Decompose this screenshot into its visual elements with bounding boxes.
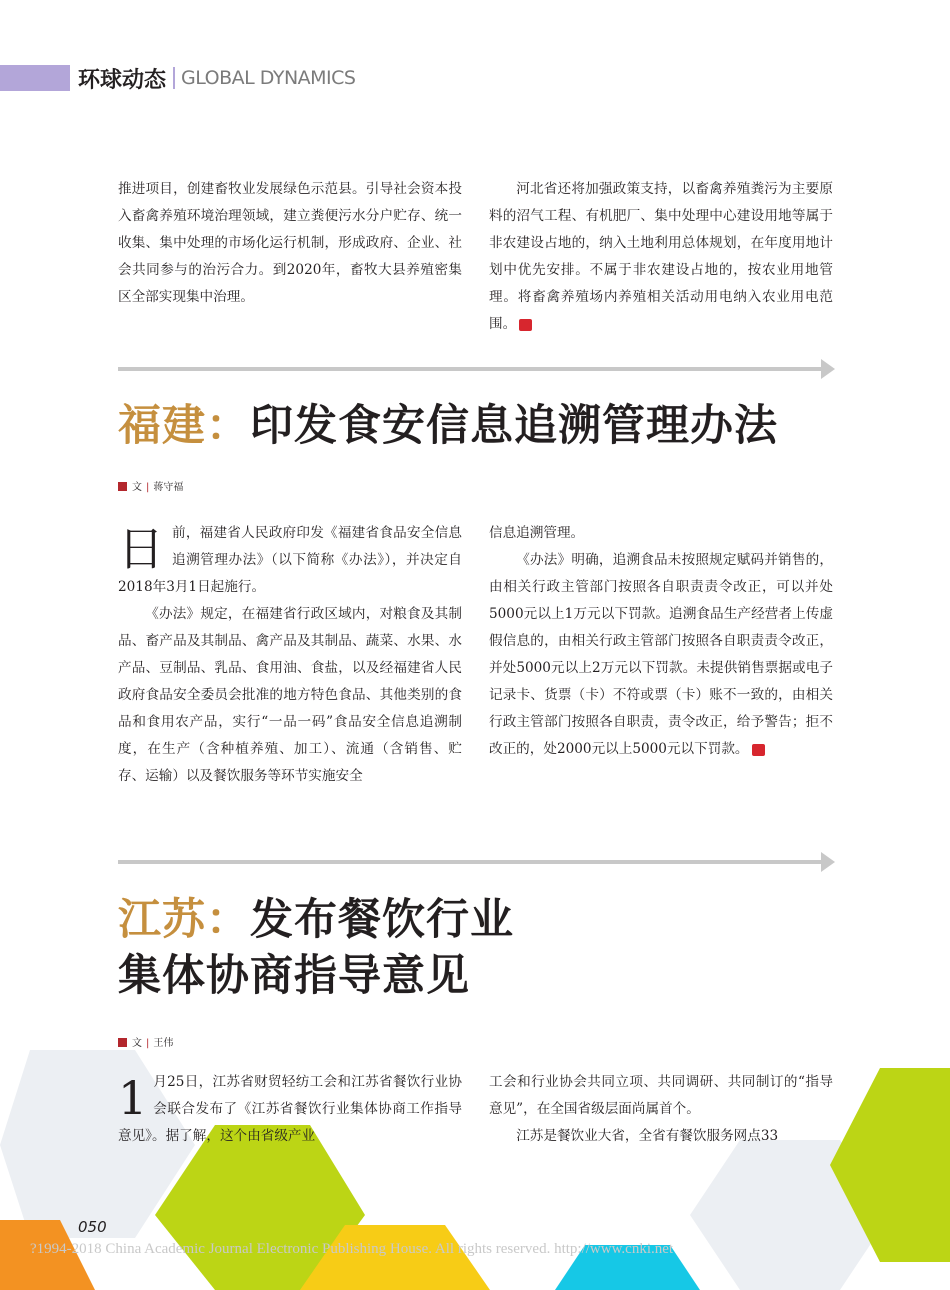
- page-number: 050: [78, 1218, 107, 1236]
- section-divider: [173, 67, 175, 89]
- paragraph: [118, 1069, 462, 1150]
- end-mark-icon: ď: [752, 744, 765, 756]
- section-title: 环球动态: [78, 68, 167, 93]
- article-continuation-right: [489, 176, 833, 338]
- byline-label: 文: [132, 1038, 142, 1049]
- article-column-right: [489, 520, 833, 763]
- paragraph: 江苏是餐饮业大省，全省有餐饮服务网点33: [516, 1128, 779, 1144]
- paragraph: 《办法》规定，在福建省行政区域内，对粮食及其制品、畜产品及其制品、禽产品及其制品、蔬菜、水果、水产品、豆制品、乳品、食用油、食盐，以及经福建省人民政府食品安全委员会批准的地方特色食品、其他类别的食品和食用农产品，实行“一品一码”食品安全信息追溯制度，在生产（含种植养殖、加工）、流通（含销售、贮存、运输）以及餐饮服务等环节实施安全: [118, 606, 462, 784]
- article-continuation-left: [118, 176, 462, 311]
- byline: [118, 478, 183, 493]
- byline-square-icon: [118, 482, 127, 491]
- section-arrow-divider: [118, 367, 825, 371]
- paragraph: 信息追溯管理。: [489, 525, 585, 541]
- headline-line-1: [118, 892, 514, 948]
- paragraph: [489, 176, 833, 338]
- drop-cap: 日: [118, 522, 164, 576]
- paragraph: [118, 520, 462, 601]
- headline-line-2: 集体协商指导意见: [118, 951, 470, 1001]
- paragraph: 工会和行业协会共同立项、共同调研、共同制订的“指导意见”，在全国省级层面尚属首个。: [489, 1074, 833, 1117]
- end-mark-icon: ď: [519, 319, 532, 331]
- copyright-watermark: ?1994-2018 China Academic Journal Electronic Publishing House. All rights reserved. http://www.cnki.net: [30, 1241, 674, 1257]
- section-title-english: GLOBAL DYNAMICS: [181, 67, 356, 89]
- byline-divider: |: [146, 1038, 150, 1049]
- article-column-left: [118, 520, 462, 790]
- headline-region: 江苏：: [118, 895, 250, 945]
- paragraph-text: 《办法》明确，追溯食品未按照规定赋码并销售的，由相关行政主管部门按照各自职责责令改正，可以并处5000元以上1万元以下罚款。追溯食品生产经营者上传虚假信息的，由相关行政主管部门按照各自职责责令改正，并处5000元以上2万元以下罚款。未提供销售票据或电子记录卡、货票（卡）不符或票（卡）账不一致的，由相关行政主管部门按照各自职责，责令改正，给予警告；拒不改正的，处2000元以上5000元以下罚款。: [489, 552, 833, 757]
- drop-cap: 1: [118, 1071, 148, 1125]
- article-headline-jiangsu: [118, 892, 514, 1004]
- byline-divider: |: [146, 482, 150, 493]
- byline-square-icon: [118, 1038, 127, 1047]
- article-headline-fujian: [118, 398, 778, 454]
- section-arrow-divider: [118, 860, 825, 864]
- paragraph: 推进项目，创建畜牧业发展绿色示范县。引导社会资本投入畜禽养殖环境治理领域，建立粪便污水分户贮存、统一收集、集中处理的市场化运行机制，形成政府、企业、社会共同参与的治污合力。到2020年，畜牧大县养殖密集区全部实现集中治理。: [118, 181, 462, 305]
- paragraph: [489, 547, 833, 763]
- article-column-right: [489, 1069, 833, 1150]
- section-color-bar: [0, 65, 70, 91]
- byline: [118, 1034, 173, 1049]
- article-column-left: [118, 1069, 462, 1150]
- byline-author: 蒋守福: [153, 482, 184, 493]
- paragraph-text: 河北省还将加强政策支持，以畜禽养殖粪污为主要原料的沼气工程、有机肥厂、集中处理中心建设用地等属于非农建设占地的，纳入土地利用总体规划，在年度用地计划中优先安排。不属于非农建设占地的，按农业用地管理。将畜禽养殖场内养殖相关活动用电纳入农业用电范围。: [489, 181, 833, 332]
- headline-title: 印发食安信息追溯管理办法: [250, 401, 778, 451]
- headline-region: 福建：: [118, 401, 250, 451]
- paragraph-text: 月25日，江苏省财贸轻纺工会和江苏省餐饮行业协会联合发布了《江苏省餐饮行业集体协商工作指导意见》。据了解，这个由省级产业: [118, 1074, 462, 1144]
- byline-author: 王伟: [153, 1038, 174, 1049]
- headline-title: 发布餐饮行业: [250, 895, 514, 945]
- paragraph-text: 前，福建省人民政府印发《福建省食品安全信息追溯管理办法》（以下简称《办法》），并决定自2018年3月1日起施行。: [118, 525, 462, 595]
- byline-label: 文: [132, 482, 142, 493]
